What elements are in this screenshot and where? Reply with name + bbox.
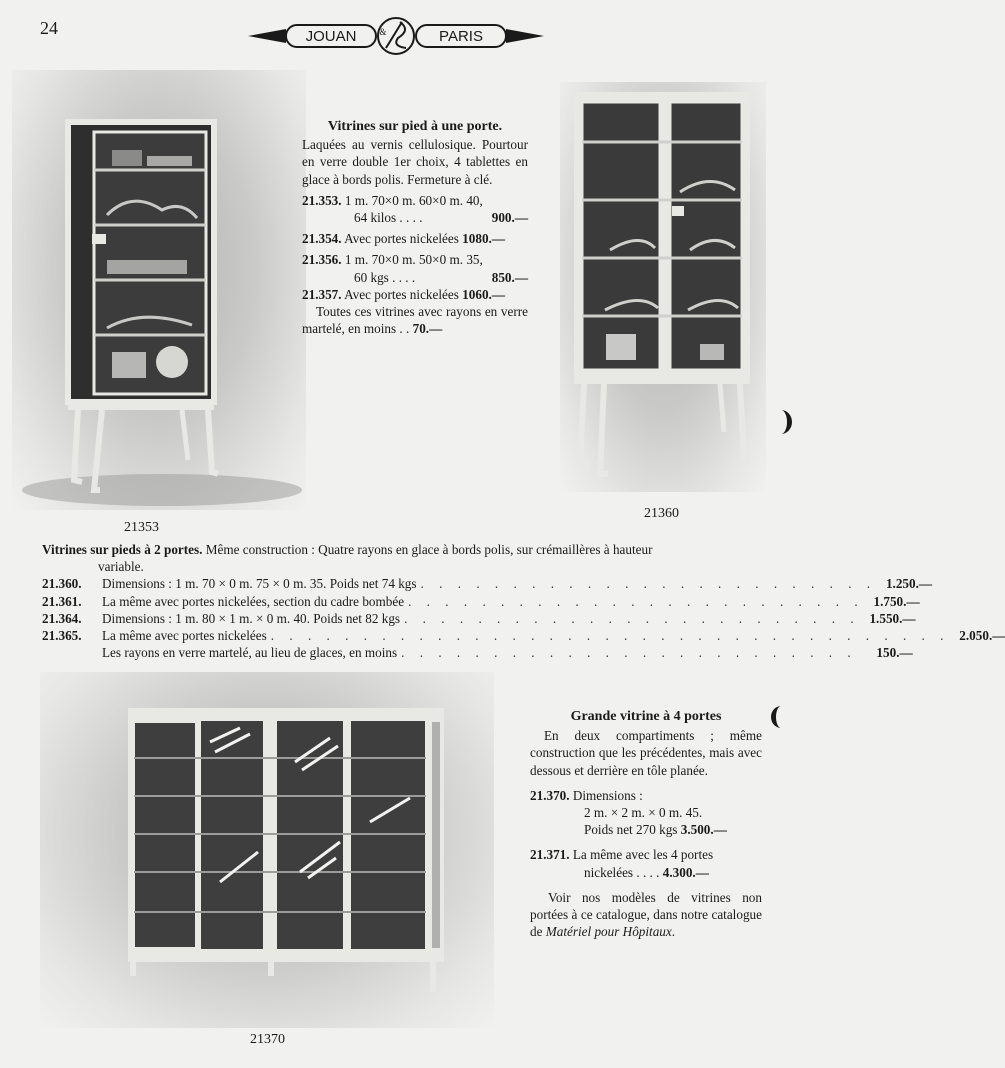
- two-doors-intro-cont: variable.: [98, 559, 144, 575]
- caption-21353: 21353: [124, 520, 159, 535]
- price-row: [42, 610, 916, 627]
- photo-cabinet-21353: [12, 70, 306, 510]
- item-21356-cont: [302, 269, 528, 286]
- item-21356: [302, 251, 528, 268]
- two-doors-intro: Même construction : Quatre rayons en glace à bords polis, sur crémaillères à hauteur: [202, 542, 653, 557]
- item-text: 1 m. 70×0 m. 50×0 m. 35,: [344, 252, 483, 268]
- voir-catalogue-title: Matériel pour Hôpitaux: [545, 924, 672, 940]
- item-21371-cont: [530, 864, 762, 881]
- row-text: Les rayons en verre martelé, au lieu de glaces, en moins: [102, 645, 398, 661]
- row-price: 1.750.—: [873, 593, 920, 609]
- note-text: Toutes ces vitrines avec rayons en verre martelé, en moins . .: [302, 304, 528, 337]
- row-price: 150.—: [876, 645, 913, 661]
- two-doors-title: Vitrines sur pieds à 2 portes.: [42, 542, 203, 557]
- section-single-door: [302, 118, 528, 337]
- item-price: 3.500.—: [680, 822, 727, 838]
- item-21357: [302, 286, 528, 303]
- price-row: [42, 644, 913, 661]
- row-leader: . . . . . . . . . . . . . . . . . . . . . . . . .: [420, 576, 877, 592]
- item-ref: 21.354.: [302, 231, 342, 247]
- price-row: [42, 575, 933, 592]
- row-text: La même avec portes nickelées, section du cadre bombée: [102, 593, 405, 609]
- section-two-doors: [42, 541, 1005, 661]
- item-ref: 21.371.: [530, 847, 570, 863]
- page-number: 24: [40, 18, 58, 38]
- item-ref: 21.353.: [302, 192, 342, 208]
- row-leader: . . . . . . . . . . . . . . . . . . . . . . . . .: [401, 645, 857, 661]
- item-21370-cont2: [530, 821, 762, 838]
- section-four-doors: [530, 708, 762, 940]
- row-price: 1.250.—: [885, 576, 933, 592]
- item-text-cont: 64 kilos . . . .: [354, 210, 423, 226]
- item-text: La même avec les 4 portes: [572, 847, 714, 863]
- row-leader: . . . . . . . . . . . . . . . . . . . . . . . . . . . . . . . . . . . . .: [270, 628, 950, 644]
- row-ref: 21.364.: [42, 610, 82, 626]
- item-ref: 21.357.: [302, 286, 342, 302]
- photo-cabinet-21360: [560, 82, 766, 492]
- row-text: La même avec portes nickelées: [102, 628, 267, 644]
- item-price: 1080.—: [462, 231, 506, 247]
- note-price: 70.—: [412, 321, 443, 337]
- item-price: 900.—: [491, 210, 528, 226]
- catalogue-reference: [530, 889, 762, 941]
- item-text: Avec portes nickelées: [344, 286, 459, 302]
- brand-monogram: &: [379, 27, 387, 37]
- single-door-desc: Laquées au vernis cellulosique. Pourtour en verre double 1er choix, 4 tablettes en glace à bords polis. Fermeture à clé.: [302, 137, 528, 187]
- item-text-cont: Poids net 270 kgs: [584, 822, 678, 838]
- four-doors-desc: En deux compartiments ; même construction que les précédentes, mais avec dessous et derrière en tôle planée.: [530, 728, 762, 778]
- photo-cabinet-21370: [40, 672, 494, 1028]
- row-ref: 21.360.: [42, 576, 82, 592]
- item-21353: [302, 192, 528, 209]
- item-text-cont: nickelées . . . .: [584, 864, 660, 880]
- item-21370-cont1: 2 m. × 2 m. × 0 m. 45.: [584, 805, 703, 821]
- item-text: Avec portes nickelées: [344, 231, 459, 247]
- row-price: 2.050.—: [959, 628, 1005, 644]
- voir-end: .: [671, 924, 676, 940]
- row-ref: 21.365.: [42, 628, 82, 644]
- brand-left: JOUAN: [305, 28, 357, 45]
- voir-text: Voir nos modèles de vitrines non portées à ce catalogue, dans notre catalogue de: [530, 889, 762, 940]
- item-text-cont: 60 kgs . . . .: [354, 269, 416, 285]
- single-door-note: [302, 303, 528, 337]
- item-price: 4.300.—: [662, 864, 709, 880]
- four-doors-title: Grande vitrine à 4 portes: [570, 709, 722, 724]
- caption-21360: 21360: [644, 506, 679, 521]
- item-ref: 21.356.: [302, 252, 342, 268]
- row-leader: . . . . . . . . . . . . . . . . . . . . . . . . .: [404, 610, 860, 626]
- item-21370: [530, 787, 762, 804]
- item-text: Dimensions :: [572, 787, 643, 803]
- row-leader: . . . . . . . . . . . . . . . . . . . . . . . . .: [408, 593, 864, 609]
- item-price: 850.—: [491, 269, 528, 285]
- row-ref: 21.361.: [42, 593, 82, 609]
- row-text: Dimensions : 1 m. 80 × 1 m. × 0 m. 40. Poids net 82 kgs: [102, 610, 401, 626]
- brand-right: PARIS: [439, 28, 483, 45]
- row-price: 1.550.—: [869, 610, 916, 626]
- item-text: 1 m. 70×0 m. 60×0 m. 40,: [344, 192, 483, 208]
- binder-hole-icon: [768, 408, 794, 436]
- price-row: [42, 627, 1005, 644]
- item-21354: [302, 230, 528, 247]
- caption-21370: 21370: [250, 1032, 285, 1047]
- price-row: [42, 593, 920, 610]
- item-price: 1060.—: [462, 286, 506, 302]
- row-text: Dimensions : 1 m. 70 × 0 m. 75 × 0 m. 35. Poids net 74 kgs: [102, 576, 417, 592]
- brand-logo: [246, 16, 546, 56]
- item-21371: [530, 846, 762, 863]
- item-21353-cont: [302, 209, 528, 226]
- binder-hole-icon: [768, 704, 794, 730]
- item-ref: 21.370.: [530, 787, 570, 803]
- single-door-title: Vitrines sur pied à une porte.: [327, 119, 503, 134]
